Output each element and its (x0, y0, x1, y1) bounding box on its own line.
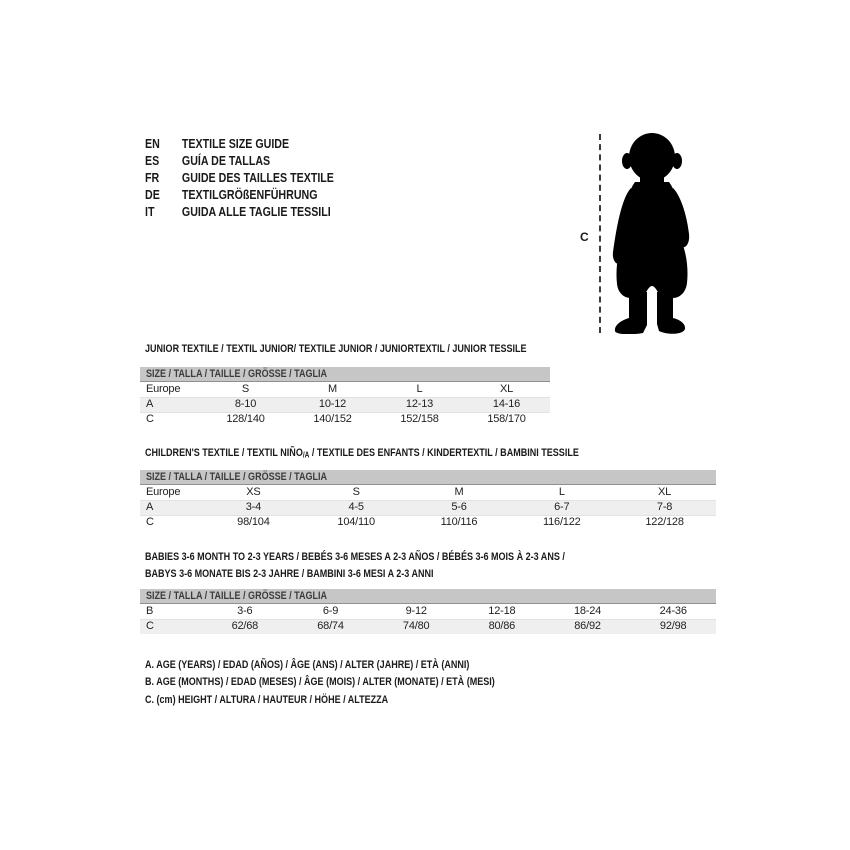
language-list (145, 135, 375, 220)
height-cell: 92/98 (659, 620, 687, 632)
months-cell: 3-6 (237, 605, 253, 617)
table-row (140, 604, 716, 619)
junior-size-table (140, 367, 550, 427)
height-cell: 104/110 (337, 516, 375, 528)
age-cell: 6-7 (554, 501, 570, 513)
language-title: TEXTILGRÖßENFÜHRUNG (181, 187, 318, 202)
legend-note-c: C. (cm) HEIGHT / ALTURA / HAUTEUR / HÖHE / ALTEZZA (145, 693, 389, 706)
junior-section-title: JUNIOR TEXTILE / TEXTIL JUNIOR/ TEXTILE JUNIOR / JUNIORTEXTIL / JUNIOR TESSILE (145, 343, 527, 355)
months-cell: 18-24 (573, 605, 602, 617)
age-cell: 14-16 (492, 398, 521, 410)
size-cell: S (241, 383, 250, 395)
legend-note-a: A. AGE (YEARS) / EDAD (AÑOS) / ÂGE (ANS) / ALTER (JAHRE) / ETÀ (ANNI) (145, 659, 470, 671)
language-item (145, 203, 334, 220)
language-code: EN (145, 136, 160, 151)
height-cell: 116/122 (543, 516, 581, 528)
row-label: Europe (146, 383, 181, 395)
language-title: GUIDE DES TAILLES TEXTILE (181, 170, 334, 185)
height-cell: 62/68 (231, 620, 259, 632)
size-cell: XL (499, 383, 514, 395)
language-title: TEXTILE SIZE GUIDE (181, 136, 290, 151)
language-item (145, 152, 334, 169)
babies-title-line2: BABYS 3-6 MONATE BIS 2-3 JAHRE / BAMBINI 3-6 MESI A 2-3 ANNI (145, 567, 434, 580)
height-cell: 110/116 (440, 516, 478, 528)
children-section-title (145, 447, 579, 460)
size-cell: S (352, 486, 360, 498)
age-cell: 4-5 (348, 501, 364, 513)
size-header-bar (140, 367, 550, 382)
row-label: C (146, 413, 154, 425)
age-cell: 8-10 (234, 398, 257, 410)
height-measure-label: C (580, 230, 589, 244)
height-cell: 74/80 (402, 620, 430, 632)
table-row (140, 515, 716, 530)
size-cell: XL (658, 486, 672, 498)
table-row (140, 500, 716, 515)
size-header-label: SIZE / TALLA / TAILLE / GRÖSSE / TAGLIA (146, 368, 328, 380)
months-cell: 24-36 (659, 605, 687, 617)
size-cell: XS (246, 486, 261, 498)
children-size-table (140, 470, 716, 530)
height-cell: 158/170 (487, 413, 526, 425)
height-cell: 140/152 (313, 413, 352, 425)
height-cell: 152/158 (400, 413, 439, 425)
months-cell: 9-12 (405, 605, 427, 617)
row-label: B (146, 605, 154, 617)
size-header-bar (140, 470, 716, 485)
height-cell: 98/104 (237, 516, 270, 528)
months-cell: 6-9 (322, 605, 339, 617)
children-title-subscript: /A (302, 450, 310, 460)
table-row (140, 412, 550, 427)
language-item (145, 135, 334, 152)
babies-size-table (140, 589, 716, 634)
row-label: C (146, 516, 154, 528)
language-title: GUÍA DE TALLAS (181, 153, 271, 168)
table-row (140, 619, 716, 634)
row-label: A (146, 398, 154, 410)
age-cell: 5-6 (451, 501, 467, 513)
legend-note-b: B. AGE (MONTHS) / EDAD (MESES) / ÂGE (MOIS) / ALTER (MONATE) / ETÀ (MESI) (145, 676, 495, 689)
language-title: GUIDA ALLE TAGLIE TESSILI (181, 204, 331, 219)
height-measure-dashed-line (599, 134, 601, 333)
table-row (140, 397, 550, 412)
size-cell: L (558, 486, 565, 498)
legend-notes (145, 657, 495, 709)
size-cell: M (454, 486, 464, 498)
language-code: IT (145, 204, 155, 219)
age-cell: 10-12 (318, 398, 347, 410)
row-label: A (146, 501, 154, 513)
age-cell: 7-8 (656, 501, 673, 513)
height-cell: 122/128 (645, 516, 684, 528)
height-cell: 80/86 (488, 620, 516, 632)
months-cell: 12-18 (488, 605, 516, 617)
toddler-silhouette-icon (607, 132, 699, 334)
children-title-text: / TEXTILE DES ENFANTS / KINDERTEXTIL / BAMBINI TESSILE (309, 447, 579, 459)
height-cell: 68/74 (317, 620, 344, 632)
height-cell: 86/92 (574, 620, 601, 632)
age-cell: 12-13 (405, 398, 434, 410)
babies-title-line1: BABIES 3-6 MONTH TO 2-3 YEARS / BEBÉS 3-6 MESES A 2-3 AÑOS / BÉBÉS 3-6 MOIS À 2-3 ANS / (145, 551, 565, 563)
children-title-text: CHILDREN'S TEXTILE / TEXTIL NIÑO (145, 447, 303, 459)
size-cell: M (328, 383, 337, 395)
size-header-label: SIZE / TALLA / TAILLE / GRÖSSE / TAGLIA (146, 471, 328, 483)
size-header-bar (140, 589, 716, 604)
language-item (145, 169, 334, 186)
language-code: FR (145, 170, 160, 185)
language-code: ES (145, 153, 160, 168)
table-row (140, 485, 716, 500)
row-label: Europe (146, 486, 181, 498)
language-code: DE (145, 187, 160, 202)
babies-section-title (145, 549, 565, 582)
height-cell: 128/140 (226, 413, 265, 425)
language-item (145, 186, 334, 203)
age-cell: 3-4 (245, 501, 262, 513)
table-row (140, 382, 550, 397)
row-label: C (146, 620, 154, 632)
size-cell: L (416, 383, 423, 395)
size-header-label: SIZE / TALLA / TAILLE / GRÖSSE / TAGLIA (146, 590, 328, 602)
